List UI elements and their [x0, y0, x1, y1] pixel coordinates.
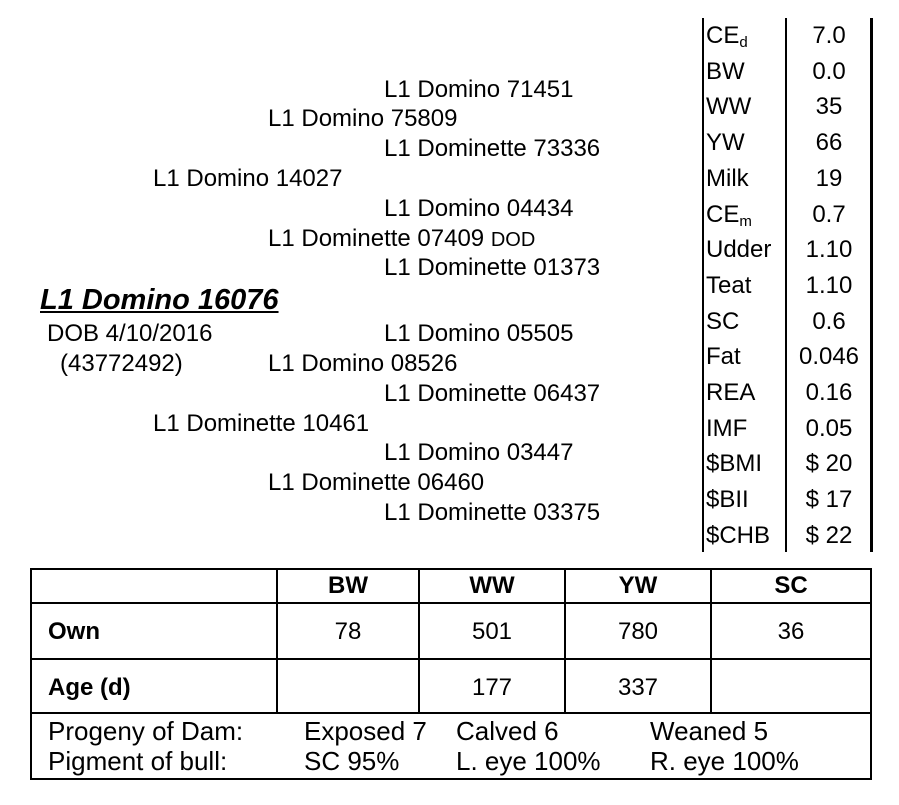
epd-row: [702, 268, 872, 304]
pigment-label: Pigment of bull:: [48, 746, 228, 776]
perf-age-yw: 337: [617, 674, 659, 701]
epd-trait: [706, 24, 748, 50]
ped-sire-dam-sire: L1 Domino 04434: [384, 195, 574, 222]
epd-value: 0.05: [805, 414, 853, 442]
ped-sire: L1 Domino 14027: [153, 165, 343, 192]
epd-trait-subscript: d: [739, 34, 748, 51]
epd-trait-label: SC: [706, 307, 740, 335]
perf-age-label: Age (d): [48, 674, 131, 701]
perf-header-yw: YW: [618, 572, 658, 599]
epd-value: $ 20: [805, 450, 853, 478]
ped-sire-dam-tag: DOD: [490, 229, 536, 251]
epd-trait: [706, 95, 751, 119]
epd-value: 1.10: [805, 271, 853, 299]
epd-trait-label: $CHB: [706, 521, 771, 549]
ped-sire-sire-dam: L1 Dominette 73336: [384, 135, 601, 162]
epd-value: 35: [815, 93, 843, 121]
epd-row: [702, 18, 872, 54]
epd-value: 19: [815, 164, 843, 192]
epd-trait-label: WW: [706, 93, 752, 121]
epd-row: [702, 232, 872, 268]
epd-trait-label: IMF: [706, 414, 748, 442]
epd-trait: [706, 57, 745, 85]
perf-age-ww: 177: [471, 674, 513, 701]
progeny-exposed: Exposed 7: [304, 716, 427, 746]
animal-reg-number: (43772492): [60, 350, 183, 377]
perf-own-yw: 780: [617, 618, 659, 645]
epd-row: [702, 446, 872, 482]
epd-trait-label: $BMI: [706, 450, 763, 478]
epd-row: [702, 482, 872, 518]
epd-row: [702, 411, 872, 447]
epd-trait-label: REA: [706, 379, 756, 406]
epd-trait-label: YW: [706, 129, 745, 157]
perf-own-sc: 36: [777, 618, 805, 645]
epd-value: 66: [815, 129, 843, 157]
ped-dam-sire: L1 Domino 08526: [268, 350, 458, 377]
epd-trait: [706, 381, 755, 405]
epd-trait: [706, 164, 749, 192]
pigment-r-eye: R. eye 100%: [650, 746, 799, 776]
perf-rule-own: [32, 658, 870, 660]
ped-dam-sire-sire: L1 Domino 05505: [384, 320, 574, 347]
epd-trait-label: Milk: [706, 164, 749, 192]
ped-sire-dam-name: L1 Dominette 07409: [268, 225, 485, 252]
epd-row: [702, 304, 872, 340]
epd-row: [702, 375, 872, 411]
perf-header-ww: WW: [469, 572, 515, 599]
epd-trait: [706, 238, 771, 262]
progeny-label: Progeny of Dam:: [48, 716, 244, 746]
ped-sire-sire: L1 Domino 75809: [268, 105, 458, 132]
epd-trait-label: BW: [706, 57, 745, 85]
epd-row: [702, 518, 872, 554]
ped-sire-dam: [268, 227, 535, 251]
epd-trait: [706, 521, 771, 549]
animal-name: L1 Domino 16076: [40, 284, 279, 316]
progeny-calved: Calved 6: [456, 716, 559, 746]
epd-trait: [706, 488, 749, 512]
perf-header-sc: SC: [774, 572, 808, 599]
animal-dob: DOB 4/10/2016: [47, 320, 213, 347]
epd-value: 7.0: [812, 22, 846, 49]
epd-value: 0.6: [812, 307, 846, 335]
epd-trait-label: CE: [706, 200, 740, 228]
perf-own-label: Own: [48, 618, 100, 645]
epd-row: [702, 125, 872, 161]
epd-trait: [706, 414, 748, 442]
epd-trait: [706, 200, 752, 230]
ped-dam-dam-dam: L1 Dominette 03375: [384, 499, 601, 526]
epd-trait-label: Fat: [706, 343, 741, 371]
perf-rule-header: [32, 602, 870, 604]
epd-trait-label: $BII: [706, 486, 749, 514]
epd-trait-label: Udder: [706, 236, 772, 264]
epd-trait-subscript: m: [739, 212, 752, 230]
epd-row: [702, 197, 872, 233]
ped-dam-dam-sire: L1 Domino 03447: [384, 439, 574, 466]
ped-sire-sire-sire: L1 Domino 71451: [384, 76, 574, 103]
epd-value: 0.16: [805, 379, 853, 406]
perf-header-bw: BW: [328, 572, 368, 599]
perf-own-ww: 501: [471, 618, 513, 645]
epd-trait-label: CE: [706, 22, 740, 49]
performance-table: [30, 568, 872, 780]
epd-row: [702, 89, 872, 125]
epd-value: $ 22: [805, 521, 853, 549]
epd-row: [702, 161, 872, 197]
perf-rule-age: [32, 712, 870, 714]
ped-sire-dam-dam: L1 Dominette 01373: [384, 254, 601, 281]
progeny-weaned: Weaned 5: [650, 716, 769, 746]
perf-own-bw: 78: [334, 618, 362, 645]
epd-value: 1.10: [805, 236, 853, 264]
pigment-l-eye: L. eye 100%: [456, 746, 601, 776]
epd-value: 0.046: [798, 343, 860, 371]
pigment-sc: SC 95%: [304, 746, 400, 776]
ped-dam-sire-dam: L1 Dominette 06437: [384, 380, 601, 407]
epd-value: $ 17: [805, 486, 853, 514]
epd-trait: [706, 271, 752, 299]
epd-value: 0.7: [812, 200, 846, 228]
epd-trait: [706, 307, 740, 335]
epd-row: [702, 54, 872, 90]
epd-value: 0.0: [812, 57, 846, 85]
epd-trait: [706, 452, 762, 476]
epd-trait: [706, 131, 745, 155]
ped-dam: L1 Dominette 10461: [153, 410, 370, 437]
ped-dam-dam: L1 Dominette 06460: [268, 469, 485, 496]
epd-trait: [706, 345, 741, 369]
epd-row: [702, 339, 872, 375]
epd-trait-label: Teat: [706, 271, 752, 299]
